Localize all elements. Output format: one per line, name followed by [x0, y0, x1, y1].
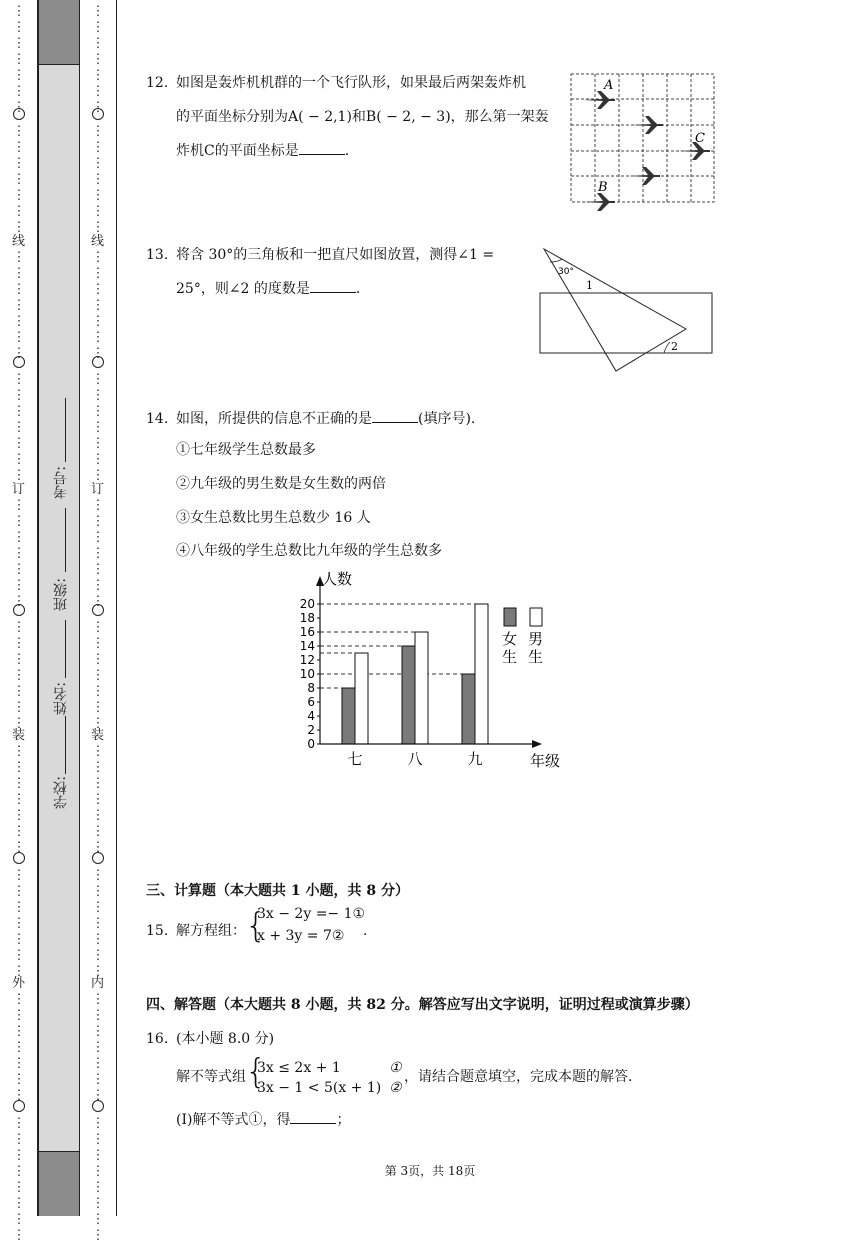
margin-dots: ⋮ ⋮ ⋮ ⋮ ⋮ ⋮ ⋮	[91, 250, 104, 361]
q14-answer-blank[interactable]	[372, 408, 418, 423]
q12-line3-text: 炸机C的平面坐标是	[176, 143, 299, 159]
q16-ineq1-mark: ①	[389, 1060, 402, 1076]
q12-line3	[176, 134, 349, 168]
q13-number: 13.	[146, 247, 169, 263]
margin-char: 内	[90, 976, 104, 991]
margin-cap-bottom	[39, 1151, 79, 1216]
chart-legend-label	[528, 630, 543, 666]
chart-legend	[502, 608, 543, 666]
margin-dots: ⋮ ⋮ ⋮ ⋮ ⋮ ⋮ ⋮	[91, 4, 104, 115]
margin-dots: ⋮ ⋮ ⋮ ⋮ ⋮ ⋮ ⋮	[91, 868, 104, 979]
chart-legend-label-char: 女	[502, 630, 518, 648]
margin-char: 装	[90, 728, 104, 743]
school-label: 学校:	[53, 776, 69, 809]
chart-y-tick-label: 0	[307, 737, 315, 751]
q16-header: (本小题 8.0 分)	[176, 1031, 275, 1047]
margin-circle-icon	[13, 1100, 25, 1112]
chart-guides	[320, 604, 475, 688]
margin-dots: ⋮ ⋮ ⋮ ⋮ ⋮ ⋮ ⋮	[12, 372, 25, 483]
q13-line2	[176, 272, 360, 306]
q15-label: 解方程组：	[176, 923, 246, 939]
margin-circle-icon	[92, 356, 104, 368]
q16-tail: ，请结合题意填空，完成本题的解答.	[404, 1069, 633, 1085]
q16-part1	[176, 1103, 350, 1137]
q14-option-2: ②九年级的男生数是女生数的两倍	[176, 476, 386, 492]
margin-char: 订	[90, 482, 104, 497]
id-label: 考号:	[53, 466, 69, 499]
q16-ineq2-mark: ②	[389, 1080, 402, 1096]
q12-grid	[571, 74, 714, 202]
q15-end: .	[363, 923, 368, 939]
chart-legend-label	[502, 630, 517, 666]
q13-angle-2-label: 2	[671, 340, 678, 353]
class-label: 班级:	[53, 578, 69, 611]
chart-bar	[415, 632, 428, 744]
q16-number: 16.	[146, 1031, 169, 1047]
q12-answer-blank[interactable]	[299, 140, 345, 155]
q13-line1: 将含 30°的三角板和一把直尺如图放置，测得∠1 =	[176, 247, 495, 263]
margin-dots: ⋮ ⋮ ⋮ ⋮ ⋮ ⋮ ⋮	[12, 744, 25, 855]
margin-circle-icon	[13, 356, 25, 368]
q12-line3-end: .	[344, 143, 350, 159]
q12-line2: 的平面坐标分别为A( − 2,1)和B( − 2, − 3)，那么第一架轰	[176, 109, 549, 125]
margin-cap-top	[39, 0, 79, 65]
x-axis-arrow-icon	[532, 740, 542, 748]
q16-answer-blank[interactable]	[290, 1109, 336, 1124]
margin-char: 线	[90, 234, 104, 249]
q12-grid-figure	[568, 72, 718, 206]
margin-dots: ⋮ ⋮ ⋮ ⋮ ⋮ ⋮ ⋮	[91, 744, 104, 855]
q14-line1-end: (填序号).	[418, 411, 476, 427]
margin-dots: ⋮ ⋮ ⋮ ⋮ ⋮ ⋮ ⋮	[91, 372, 104, 483]
chart-y-tick-label: 2	[307, 723, 315, 737]
section-4-title: 四、解答题（本大题共 8 小题，共 82 分。解答应写出文字说明，证明过程或演算步骤）	[146, 997, 699, 1013]
margin-dots: ⋮ ⋮ ⋮ ⋮ ⋮ ⋮ ⋮	[12, 498, 25, 609]
q16-ineq1: 3x ≤ 2x + 1	[257, 1060, 341, 1076]
chart-x-tick-label: 九	[467, 750, 483, 768]
chart-bar	[402, 646, 415, 744]
page-footer: 第 3页，共 18页	[384, 1164, 476, 1178]
chart-bar	[355, 653, 368, 744]
margin-dots: ⋮ ⋮ ⋮ ⋮ ⋮ ⋮ ⋮	[12, 992, 25, 1103]
q13-answer-blank[interactable]	[310, 278, 356, 293]
plane-icon	[678, 142, 710, 160]
q16-ineq2: 3x − 1 < 5(x + 1)	[257, 1080, 382, 1096]
margin-dots: ⋮ ⋮ ⋮ ⋮ ⋮ ⋮ ⋮	[12, 4, 25, 115]
chart-y-tick-label: 8	[307, 681, 315, 695]
plane-icon	[631, 116, 663, 134]
q12-label-b: B	[598, 180, 608, 195]
chart-y-tick-label: 18	[299, 611, 315, 625]
section-3-title: 三、计算题（本大题共 1 小题，共 8 分）	[146, 883, 409, 899]
margin-dots: ⋮ ⋮ ⋮ ⋮ ⋮ ⋮ ⋮	[12, 868, 25, 979]
name-underline	[65, 620, 66, 678]
margin-dots: ⋮ ⋮ ⋮ ⋮ ⋮ ⋮ ⋮	[12, 620, 25, 731]
binding-margin-outer	[0, 0, 38, 1243]
chart-bar	[342, 688, 355, 744]
binding-margin-inner	[79, 0, 117, 1243]
chart-y-tick-label: 6	[307, 695, 315, 709]
q14-option-3: ③女生总数比男生总数少 16 人	[176, 510, 371, 526]
chart-y-tick-label: 12	[299, 653, 315, 667]
q16-brace: {	[245, 1052, 267, 1092]
margin-circle-icon	[92, 604, 104, 616]
q16-part1-text: (Ⅰ)解不等式①，得	[176, 1112, 291, 1128]
angle-2-arc	[664, 342, 670, 353]
q14-option-4: ④八年级的学生总数比九年级的学生总数多	[176, 543, 442, 559]
chart-bar	[475, 604, 488, 744]
chart-y-tick-label: 10	[299, 667, 315, 681]
chart-legend-label-char: 男	[528, 630, 544, 648]
chart-y-tick-label: 14	[299, 639, 315, 653]
q15-number: 15.	[146, 923, 169, 939]
name-label: 姓名:	[53, 682, 69, 715]
margin-dots: ⋮ ⋮ ⋮ ⋮ ⋮ ⋮ ⋮	[91, 620, 104, 731]
chart-y-tick-label: 4	[307, 709, 315, 723]
q15-brace: {	[245, 906, 267, 946]
chart-x-tick-label: 八	[407, 750, 423, 768]
plane-icon	[583, 91, 615, 109]
margin-char: 订	[11, 482, 25, 497]
margin-char: 装	[11, 728, 25, 743]
q16-part1-end: ；	[336, 1112, 351, 1128]
q14-number: 14.	[146, 411, 169, 427]
margin-circle-icon	[92, 108, 104, 120]
q13-line2-text: 25°，则∠2 的度数是	[176, 281, 310, 297]
margin-circle-icon	[13, 604, 25, 616]
margin-dots: ⋮ ⋮ ⋮ ⋮ ⋮ ⋮ ⋮	[91, 498, 104, 609]
binding-margin-info	[38, 0, 80, 1216]
chart-bars	[342, 604, 488, 744]
margin-dots: ⋮ ⋮ ⋮ ⋮ ⋮ ⋮ ⋮	[91, 992, 104, 1103]
q12-number: 12.	[146, 75, 169, 91]
margin-circle-icon	[92, 852, 104, 864]
class-underline	[65, 508, 66, 572]
margin-char: 线	[11, 234, 25, 249]
margin-dots: ⋮ ⋮ ⋮ ⋮ ⋮ ⋮ ⋮	[91, 124, 104, 235]
margin-dots: ⋮ ⋮ ⋮ ⋮ ⋮ ⋮ ⋮	[12, 124, 25, 235]
chart-legend-label-char: 生	[528, 648, 544, 666]
q14-option-1: ①七年级学生总数最多	[176, 442, 316, 458]
chart-legend-swatch	[504, 608, 516, 626]
q12-label-a: A	[604, 78, 614, 93]
margin-char: 外	[11, 976, 25, 991]
margin-dots: ⋮ ⋮ ⋮ ⋮ ⋮ ⋮ ⋮	[12, 250, 25, 361]
q15-eq1: 3x − 2y =− 1①	[257, 906, 366, 922]
chart-x-axis-label: 年级	[530, 752, 561, 770]
q15-eq2: x + 3y = 7②	[257, 928, 345, 944]
chart-y-tick-label: 16	[299, 625, 315, 639]
plane-icon	[583, 193, 615, 211]
chart-legend-label-char: 生	[502, 648, 518, 666]
chart-y-tick-label: 20	[299, 597, 315, 611]
q14-line1	[176, 402, 475, 436]
q12-line1: 如图是轰炸机机群的一个飞行队形，如果最后两架轰炸机	[176, 75, 526, 91]
margin-circle-icon	[13, 108, 25, 120]
chart-y-axis-label: 人数	[322, 570, 353, 588]
plane-icon	[628, 167, 660, 185]
chart-bar	[462, 674, 475, 744]
q12-label-c: C	[695, 131, 705, 146]
school-underline	[65, 716, 66, 774]
ruler	[540, 293, 712, 353]
margin-circle-icon	[92, 1100, 104, 1112]
margin-circle-icon	[13, 852, 25, 864]
q13-triangle-ruler-figure	[536, 244, 716, 374]
chart-x-tick-label: 七	[347, 750, 363, 768]
margin-dots: ⋮ ⋮ ⋮ ⋮ ⋮ ⋮ ⋮ ⋮	[12, 1116, 25, 1243]
id-underline	[65, 398, 66, 462]
q14-line1-text: 如图，所提供的信息不正确的是	[176, 411, 372, 427]
q13-angle-label: 30°	[558, 267, 574, 277]
q13-angle-1-label: 1	[586, 279, 593, 292]
q13-line2-end: .	[355, 281, 361, 297]
q16-label: 解不等式组	[176, 1069, 246, 1085]
margin-dots: ⋮ ⋮ ⋮ ⋮ ⋮ ⋮ ⋮ ⋮	[91, 1116, 104, 1243]
q14-bar-chart	[290, 566, 580, 776]
chart-legend-swatch	[530, 608, 542, 626]
